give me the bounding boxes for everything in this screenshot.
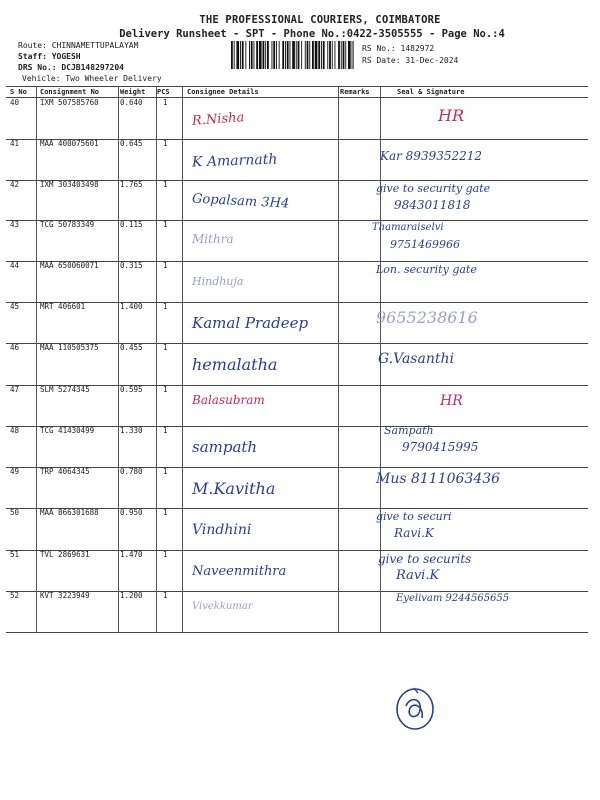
company-title: THE PROFESSIONAL COURIERS, COIMBATORE (199, 14, 441, 26)
row-seal-signature: Lon. security gate (376, 263, 477, 276)
row-seal-signature: Kar 8939352212 (380, 149, 483, 163)
row-pcs: 1 (163, 261, 168, 270)
row-consignment-no: KVT 3223949 (40, 591, 90, 600)
row-seal-note: 9843011818 (394, 198, 471, 212)
col-header-consignee: Consignee Details (187, 88, 259, 96)
row-pcs: 1 (163, 591, 168, 600)
row-consignment-no: TCG 41430499 (40, 426, 95, 435)
row-sno: 41 (10, 139, 20, 148)
row-weight: 0.595 (120, 385, 143, 394)
row-consignee-signature: M.Kavitha (192, 479, 276, 498)
row-seal-note: 9790415995 (402, 440, 479, 454)
row-pcs: 1 (163, 220, 168, 229)
row-seal-signature: Eyelivam 9244565655 (396, 593, 510, 604)
row-consignment-no: MRT 406601 (40, 302, 86, 311)
row-seal-signature: give to securi (376, 510, 452, 523)
row-sno: 51 (10, 550, 20, 559)
row-sno: 46 (10, 343, 20, 352)
row-consignment-no: IXM 303403498 (40, 180, 99, 189)
staff-label: Staff: YOGESH (18, 52, 81, 61)
row-sno: 43 (10, 220, 20, 229)
row-consignee-signature: sampath (192, 438, 258, 456)
row-seal-signature: 9655238616 (376, 308, 478, 327)
route-label: Route: CHINNAMETTUPALAYAM (18, 41, 139, 50)
row-seal-signature: HR (438, 106, 464, 125)
row-consignment-no: TRP 4064345 (40, 467, 90, 476)
table-row (0, 343, 600, 384)
row-sno: 40 (10, 98, 20, 107)
row-weight: 0.645 (120, 139, 143, 148)
table-row (0, 385, 600, 426)
table-row (0, 180, 600, 221)
row-consignee-signature: Naveenmithra (192, 564, 287, 579)
row-seal-signature: Thamaraiselvi (372, 222, 444, 233)
row-weight: 0.950 (120, 508, 143, 517)
table-row (0, 139, 600, 180)
row-weight: 1.400 (120, 302, 143, 311)
row-seal-signature: Mus 8111063436 (376, 471, 501, 487)
row-sno: 47 (10, 385, 20, 394)
row-sno: 44 (10, 261, 20, 270)
row-pcs: 1 (163, 550, 168, 559)
col-header-sno: S No (10, 88, 27, 96)
row-pcs: 1 (163, 385, 168, 394)
row-consignee-signature: Mithra (192, 232, 234, 246)
col-header-remarks: Remarks (340, 88, 370, 96)
row-consignment-no: TVL 2869631 (40, 550, 90, 559)
table-row (0, 220, 600, 261)
row-pcs: 1 (163, 98, 168, 107)
row-pcs: 1 (163, 139, 168, 148)
row-consignment-no: SLM 5274345 (40, 385, 90, 394)
row-seal-signature: give to security gate (376, 182, 491, 195)
row-seal-signature: HR (440, 393, 463, 409)
row-consignment-no: MAA 650060071 (40, 261, 99, 270)
row-consignee-signature: Hindhuja (192, 275, 244, 288)
table-row (0, 261, 600, 302)
row-pcs: 1 (163, 343, 168, 352)
table-row (0, 98, 600, 139)
row-sno: 49 (10, 467, 20, 476)
row-consignment-no: MAA 866301688 (40, 508, 99, 517)
row-consignee-signature: Gopalsam 3H4 (191, 191, 290, 212)
table-row (0, 550, 600, 591)
row-consignee-signature: Balasubram (192, 393, 265, 407)
rs-date: RS Date: 31-Dec-2024 (362, 55, 459, 65)
row-pcs: 1 (163, 426, 168, 435)
col-header-seal: Seal & Signature (397, 88, 465, 96)
row-pcs: 1 (163, 508, 168, 517)
row-weight: 0.115 (120, 220, 143, 229)
row-consignee-signature: Vindhini (192, 522, 252, 538)
col-header-consignment: Consignment No (40, 88, 100, 96)
barcode-icon (231, 41, 354, 69)
row-weight: 0.780 (120, 467, 143, 476)
row-consignment-no: MAA 400075601 (40, 139, 99, 148)
row-sno: 48 (10, 426, 20, 435)
row-sno: 42 (10, 180, 20, 189)
row-sno: 45 (10, 302, 20, 311)
row-weight: 0.455 (120, 343, 143, 352)
table-row (0, 426, 600, 467)
row-weight: 1.330 (120, 426, 143, 435)
row-pcs: 1 (163, 180, 168, 189)
row-weight: 0.640 (120, 98, 143, 107)
row-seal-signature: Sampath (384, 424, 434, 437)
row-seal-signature: G.Vasanthi (378, 351, 454, 367)
row-pcs: 1 (163, 467, 168, 476)
table-row (0, 302, 600, 343)
table-row (0, 467, 600, 508)
row-seal-signature: give to securits (378, 552, 472, 566)
table-row (0, 591, 600, 632)
header-left-info (18, 40, 162, 84)
table-row (0, 508, 600, 549)
row-sno: 50 (10, 508, 20, 517)
vehicle-label: Vehicle: Two Wheeler Delivery (22, 74, 162, 83)
row-weight: 0.315 (120, 261, 143, 270)
header-right-info (362, 43, 458, 66)
row-consignee-signature: R.Nisha (191, 110, 245, 129)
handwritten-stamp-mark (392, 684, 438, 732)
row-consignee-signature: Kamal Pradeep (192, 314, 309, 332)
col-header-weight: Weight (120, 88, 146, 96)
rs-number: RS No.: 1482972 (362, 44, 435, 53)
row-sno: 52 (10, 591, 20, 600)
row-pcs: 1 (163, 302, 168, 311)
row-consignment-no: IXM 507585760 (40, 98, 99, 107)
row-weight: 1.470 (120, 550, 143, 559)
col-header-pcs: PCS (157, 88, 170, 96)
row-weight: 1.200 (120, 591, 143, 600)
row-weight: 1.765 (120, 180, 143, 189)
row-consignee-signature: Vivekkumar (192, 601, 253, 612)
runsheet-subtitle: Delivery Runsheet - SPT - Phone No.:0422-3505555 - Page No.:4 (119, 28, 505, 40)
row-seal-note: Ravi.K (394, 526, 434, 540)
row-consignment-no: MAA 110505375 (40, 343, 99, 352)
row-consignee-signature: hemalatha (192, 355, 278, 374)
drs-label: DRS No.: DCJB148297204 (18, 63, 124, 72)
row-seal-note: 9751469966 (390, 238, 460, 251)
row-consignment-no: TCG 50783349 (40, 220, 95, 229)
row-consignee-signature: K Amarnath (191, 151, 278, 171)
row-seal-note: Ravi.K (396, 568, 440, 583)
